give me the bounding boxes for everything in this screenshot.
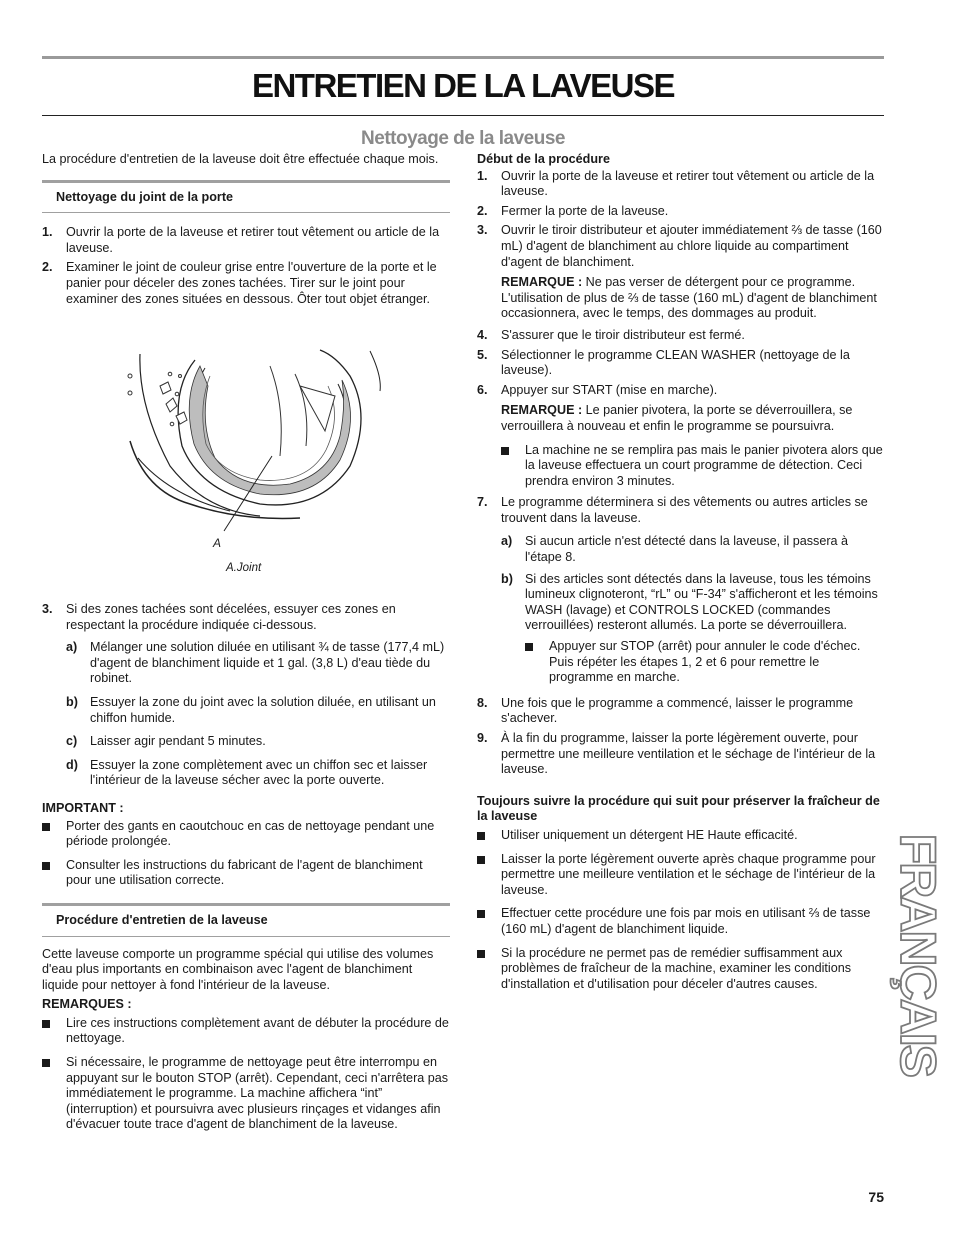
list-item: 6. Appuyer sur START (mise en marche). REMARQUE : Le panier pivotera, la porte se déverrouillera, se verrouillera à nouveau et enfin le programme se poursuivra. La machine ne se remplira pas mais le panier pivotera alors que la laveuse effectuera un court programme de détection. Ceci prendra environ 3 minutes. bbox=[477, 383, 885, 490]
page-number: 75 bbox=[868, 1189, 884, 1205]
list-item: a) Mélanger une solution diluée en utilisant ¾ de tasse (177,4 mL) d'agent de blanchiment liquide et 1 gal. (3,8 L) d'eau tiède du robinet. bbox=[66, 640, 445, 686]
bullet-square-icon bbox=[525, 643, 533, 651]
title-rule bbox=[42, 115, 884, 116]
step3-sublist bbox=[66, 640, 450, 789]
list-item: Consulter les instructions du fabricant de l'agent de blanchiment pour une utilisation correcte. bbox=[42, 858, 450, 889]
remarques-label: REMARQUES : bbox=[42, 997, 132, 1012]
list-item: Utiliser uniquement un détergent HE Haute efficacité. bbox=[477, 828, 885, 844]
page-title: ENTRETIEN DE LA LAVEUSE bbox=[251, 67, 675, 104]
intro-text: La procédure d'entretien de la laveuse doit être effectuée chaque mois. bbox=[42, 152, 439, 166]
list-item: Lire ces instructions complètement avant de débuter la procédure de nettoyage. bbox=[42, 1016, 450, 1047]
freshness-heading: Toujours suivre la procédure qui suit pour préserver la fraîcheur de la laveuse bbox=[477, 793, 880, 824]
joint-steps bbox=[42, 225, 450, 307]
bullet-square-icon bbox=[42, 1059, 50, 1067]
list-item: 4. S'assurer que le tiroir distributeur est fermé. bbox=[477, 327, 745, 342]
list-item: Laisser la porte légèrement ouverte après chaque programme pour permettre une meilleure ventilation et le séchage de l'intérieur de la laveuse. bbox=[477, 852, 885, 899]
note: REMARQUE : Ne pas verser de détergent pour ce programme. L'utilisation de plus de ⅔ de tasse (160 mL) d'agent de blanchiment occasionnera, avec le temps, des dommages au produit. bbox=[501, 275, 877, 321]
list-item: Effectuer cette procédure une fois par mois en utilisant ⅔ de tasse (160 mL) d'agent de blanchiment liquide. bbox=[477, 906, 885, 937]
bullet-square-icon bbox=[477, 856, 485, 864]
list-item: 2. Examiner le joint de couleur grise entre l'ouverture de la porte et le panier pour déceler des zones tachées. Tirer sur le joint pour examiner des zones situées en dessous. Ôter tout objet étranger. bbox=[42, 260, 437, 306]
left-column-top bbox=[42, 152, 450, 307]
top-rule bbox=[42, 56, 884, 59]
left-column-bottom bbox=[42, 602, 450, 1133]
list-item: d) Essuyer la zone complètement avec un chiffon sec et laisser l'intérieur de la laveuse sécher avec la porte ouverte. bbox=[66, 757, 428, 788]
procedure-intro: Cette laveuse comporte un programme spécial qui utilise des volumes d'eau plus importants en combinaison avec l'agent de blanchiment liquide pour nettoyer à fond l'intérieur de la laveuse. bbox=[42, 946, 434, 992]
s7b-bullets bbox=[525, 639, 885, 686]
list-item: 1. Ouvrir la porte de la laveuse et retirer tout vêtement ou article de la laveuse. bbox=[42, 225, 440, 255]
important-label: IMPORTANT : bbox=[42, 800, 124, 815]
list-item: 9. À la fin du programme, laisser la porte légèrement ouverte, pour permettre une meilleure ventilation et le séchage de l'intérieur de la laveuse. bbox=[477, 731, 876, 777]
bullet-square-icon bbox=[42, 862, 50, 870]
list-item: 3. Si des zones tachées sont décelées, essuyer ces zones en respectant la procédure indiquée ci-dessous. a) Mélanger une solution diluée en utilisant ¾ de tasse (177,4 mL) d'agent de blanchiment liquide et 1 gal. (3,8 L) d'eau tiède du robinet. b) Essuyer la zone du joint avec la solution diluée, en utilisant un chiffon humide. c) Laisser agir pendant 5 minutes. d) Essuyer la zone complètement avec un chiffon sec et laisser l'intérieur de la laveuse sécher avec la porte ouverte. bbox=[42, 602, 450, 789]
procedure-heading: Procédure d'entretien de la laveuse bbox=[42, 903, 450, 937]
start-steps bbox=[477, 169, 885, 778]
list-item: 5. Sélectionner le programme CLEAN WASHER (nettoyage de la laveuse). bbox=[477, 347, 850, 378]
right-column bbox=[477, 152, 885, 992]
list-item: 3. Ouvrir le tiroir distributeur et ajouter immédiatement ⅔ de tasse (160 mL) d'agent de blanchiment au chlore liquide au compartiment d'agent de blanchiment. REMARQUE : Ne pas verser de détergent pour ce programme. L'utilisation de plus de ⅔ de tasse (160 mL) d'agent de blanchiment occasionnera, avec le temps, des dommages au produit. bbox=[477, 223, 885, 322]
s7-sublist bbox=[501, 534, 885, 685]
section-title: Nettoyage de la laveuse bbox=[361, 128, 565, 149]
language-side-label: FRANÇAIS bbox=[889, 833, 946, 1077]
list-item: Si la procédure ne permet pas de remédier suffisamment aux problèmes de fraîcheur de la machine, examiner les conditions d'installation et d'utilisation pour déceler d'autres causes. bbox=[477, 946, 885, 993]
list-item: b) Essuyer la zone du joint avec la solution diluée, en utilisant un chiffon humide. bbox=[66, 694, 436, 725]
bullet-square-icon bbox=[42, 823, 50, 831]
list-item: La machine ne se remplira pas mais le panier pivotera alors que la laveuse effectuera un court programme de détection. Ceci prendra environ 3 minutes. bbox=[501, 443, 885, 490]
list-item: Si nécessaire, le programme de nettoyage peut être interrompu en appuyant sur le bouton STOP (arrêt). Cependant, ceci n'arrêtera pas immédiatement le programme. La machine affichera “int” (interruption) et poursuivra avec plusieurs rinçages et vidanges afin d'évacuer toute trace d'agent de blanchiment de la laveuse. bbox=[42, 1055, 450, 1133]
bullet-square-icon bbox=[477, 950, 485, 958]
joint-heading: Nettoyage du joint de la porte bbox=[42, 180, 450, 214]
start-heading: Début de la procédure bbox=[477, 152, 610, 166]
freshness-list bbox=[477, 828, 885, 992]
bullet-square-icon bbox=[501, 447, 509, 455]
list-item: a) Si aucun article n'est détecté dans la laveuse, il passera à l'étape 8. bbox=[501, 534, 849, 565]
list-item: c) Laisser agir pendant 5 minutes. bbox=[66, 734, 266, 749]
remarques-list bbox=[42, 1016, 450, 1133]
bullet-square-icon bbox=[477, 910, 485, 918]
s6-bullets bbox=[501, 443, 885, 490]
list-item: 7. Le programme déterminera si des vêtements ou autres articles se trouvent dans la laveuse. a) Si aucun article n'est détecté dans la laveuse, il passera à l'étape 8. b) Si des articles sont détectés dans la laveuse, tous les témoins lumineux clignoteront, “rL” ou “F-34” s'afficheront et les témoins WASH (lavage) et CONTROLS LOCKED (commandes verrouillées) resteront allumés. La porte se déverrouillera. Appuyer sur STOP (arrêt) pour annuler le code d'échec. Puis répéter les étapes 1, 2 et 6 pour remettre le programme en marche. bbox=[477, 495, 885, 686]
list-item: b) Si des articles sont détectés dans la laveuse, tous les témoins lumineux clignoteront, “rL” ou “F-34” s'afficheront et les témoins WASH (lavage) et CONTROLS LOCKED (commandes verrouillées) resteront allumés. La porte se déverrouillera. Appuyer sur STOP (arrêt) pour annuler le code d'échec. Puis répéter les étapes 1, 2 et 6 pour remettre le programme en marche. bbox=[501, 572, 885, 686]
bullet-square-icon bbox=[477, 832, 485, 840]
note: REMARQUE : Le panier pivotera, la porte se déverrouillera, se verrouillera à nouveau et enfin le programme se poursuivra. bbox=[501, 403, 853, 433]
door-gasket-illustration bbox=[110, 346, 390, 551]
step3-list bbox=[42, 602, 450, 789]
list-item: 8. Une fois que le programme a commencé, laisser le programme s'achever. bbox=[477, 695, 854, 726]
list-item: 2. Fermer la porte de la laveuse. bbox=[477, 203, 669, 218]
important-list bbox=[42, 819, 450, 889]
list-item: 1. Ouvrir la porte de la laveuse et retirer tout vêtement ou article de la laveuse. bbox=[477, 168, 875, 199]
list-item: Porter des gants en caoutchouc en cas de nettoyage pendant une période prolongée. bbox=[42, 819, 450, 850]
list-item: Appuyer sur STOP (arrêt) pour annuler le code d'échec. Puis répéter les étapes 1, 2 et 6 pour remettre le programme en marche. bbox=[525, 639, 885, 686]
figure-caption: A.Joint bbox=[226, 562, 262, 574]
bullet-square-icon bbox=[42, 1020, 50, 1028]
figure-letter: A bbox=[213, 536, 222, 550]
